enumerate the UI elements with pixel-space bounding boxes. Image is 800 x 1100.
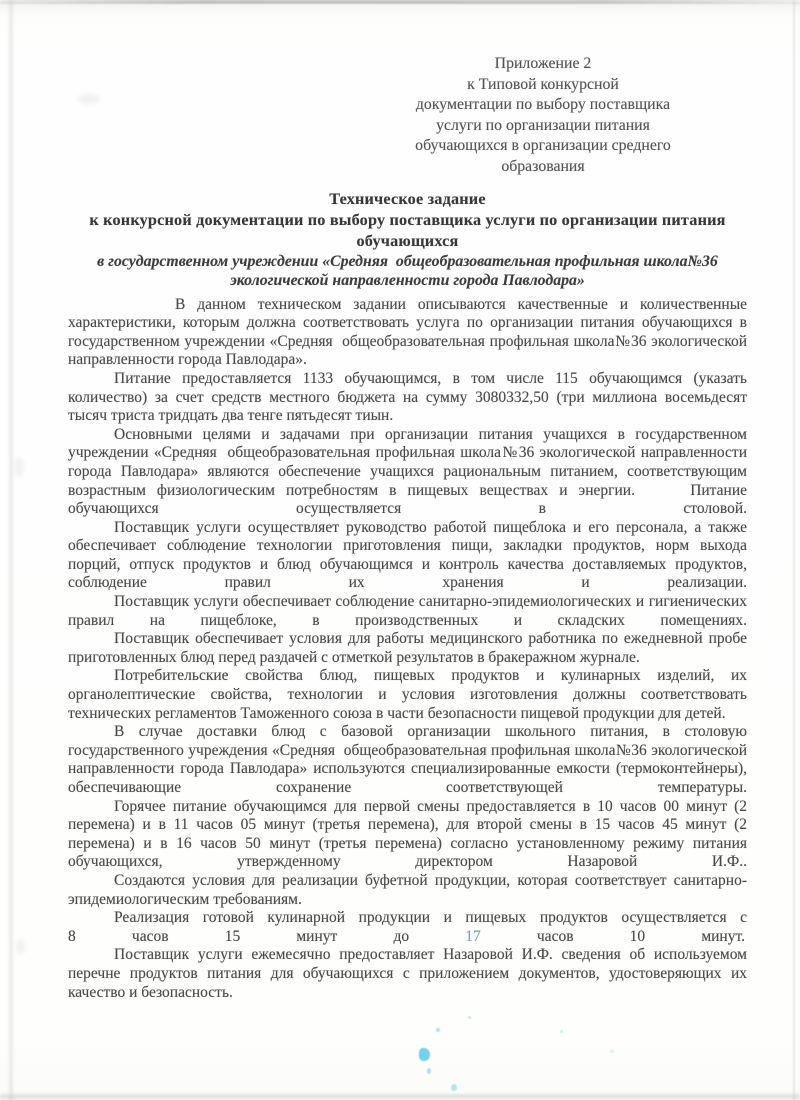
hours-token-corrected: 17 [465, 927, 481, 945]
hours-token: 10 [629, 927, 646, 945]
stamp-ink-speck [610, 1050, 614, 1053]
document-body [68, 296, 747, 1003]
paragraph: Питание предоставляется 1133 обучающимся, в том числе 115 обучающимся (указать количество) за счет средств местного бюджета на сумму 3080332,50 (три миллиона восемьдесят тысяч триста тридцать два тенге пятьдесят тиын. [68, 369, 747, 425]
hours-token: минут [296, 927, 338, 945]
paragraph: Поставщик услуги ежемесячно предоставляет Назаровой И.Ф. сведения об используемом перечне продуктов питания для обучающихся с приложением документов, удостоверяющих их качество и безопасность. [68, 946, 747, 1001]
serving-hours-line [68, 928, 747, 947]
realization-lead-line: Реализация готовой кулинарной продукции и пищевых продуктов осуществляется с [114, 909, 747, 927]
paragraph: Потребительские свойства блюд, пищевых продуктов и кулинарных изделий, их органолептические свойства, технологии и условия изготовления должны соответствовать технических регламентов Таможенного союза в части безопасности пищевой продукции для детей. [68, 667, 747, 722]
scan-smudge [14, 458, 24, 476]
paragraph: Поставщик услуги осуществляет руководство работой пищеблока и его персонала, а также обеспечивает соблюдение технологии приготовления пищи, закладки продуктов, норм выхода порций, отпуск продуктов и блюд обучающимся и контроль качества доставляемых продуктов, соблюдение правил их хранения и реализации. [68, 518, 747, 592]
paragraph: Горячее питание обучающимся для первой смены предоставляется в 10 часов 00 минут (2 перемена) и в 11 часов 05 минут (третья перемена), для второй смены в 15 часов 45 минут (2 перемена) и в 16 часов 50 минут (третья перемена) согласно установленному режиму питания обучающихся, утвержденному директором Назаровой И.Ф.. [68, 797, 747, 871]
title-line-1: Техническое задание [329, 189, 486, 208]
stamp-ink-speck [451, 1084, 457, 1091]
stamp-ink-mark [419, 1048, 430, 1061]
paragraph: В случае доставки блюд с базовой организации школьного питания, в столовую государственного учреждения «Средняя общеобразовательная профильная школа№36 экологической направленности города Павлодара» используются специализированные емкости (термоконтейнеры), обеспечивающие сохранение соответствующей температуры. [68, 723, 747, 796]
hours-token: 15 [224, 927, 241, 945]
hours-token: часов [536, 927, 574, 945]
paragraph: Основными целями и задачами при организации питания учащихся в государственном учреждении «Средняя общеобразовательная профильная школа№36 экологической направленности города Павлодара» являются обеспечение учащихся рациональным питанием, соответствующим возрастным физиологическим потребностям в пищевых веществах и энергии. Питание обучающихся осуществляется в столовой. [68, 425, 747, 518]
paragraph: Поставщик обеспечивает условия для работы медицинского работника по ежедневной пробе приготовленных блюд перед раздачей с отметкой результатов в бракеражном журнале. [68, 630, 747, 666]
hours-token: часов [131, 927, 169, 945]
scan-smudge [16, 940, 25, 954]
stamp-ink-speck [468, 1016, 471, 1019]
appendix-reference-block [377, 54, 709, 178]
stamp-ink-speck [560, 1030, 563, 1033]
title-line-2: к конкурсной документации по выбору поставщика услуги по организации питания обучающихся [89, 210, 726, 250]
hours-token: до [393, 927, 410, 945]
paragraph: В данном техническом задании описываются качественные и количественные характеристики, которым должна соответствовать услуга по организации питания обучающихся в государственном учреждении «Средняя общеобразовательная профильная школа№36 экологической направленности города Павлодара». [68, 295, 747, 369]
hours-token: 8 [68, 927, 76, 945]
appendix-line: услуги по организации питания [436, 116, 650, 134]
appendix-line: обучающихся в организации среднего [415, 137, 671, 155]
paragraph: Поставщик услуги обеспечивает соблюдение санитарно-эпидемиологических и гигиенических правил на пищеблоке, в производственных и складских помещениях. [68, 593, 747, 629]
document-content [68, 54, 747, 1002]
scan-edge-left [9, 0, 13, 1100]
document-subtitle: в государственном учреждении «Средняя общеобразовательная профильная школа№36 экологической направленности города Павлодара» [97, 252, 718, 290]
paragraph: Создаются условия для реализации буфетной продукции, которая соответствует санитарно-эпидемиологическим требованиям. [68, 871, 747, 908]
document-title [68, 189, 747, 252]
scan-edge-bottom [0, 1094, 800, 1099]
stamp-ink-speck [436, 1028, 440, 1032]
hours-token: минут. [701, 927, 745, 945]
scan-edge-right [793, 0, 795, 1100]
appendix-line: Приложение 2 [494, 55, 592, 72]
appendix-line: образования [501, 157, 585, 175]
appendix-line: к Типовой конкурсной [467, 75, 619, 93]
stamp-ink-speck [427, 1068, 431, 1074]
appendix-line: документации по выбору поставщика [415, 96, 671, 114]
scan-haze-top [0, 3, 800, 17]
